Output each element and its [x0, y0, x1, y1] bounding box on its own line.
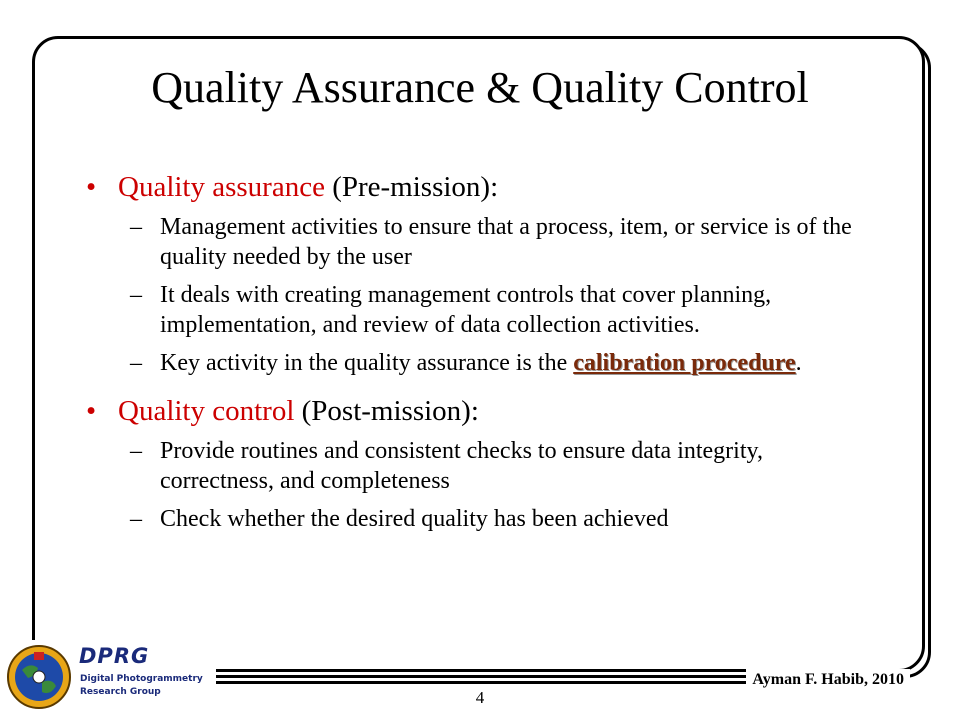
- slide-title: Quality Assurance & Quality Control: [151, 63, 809, 112]
- sub-bullet-text: It deals with creating management controls that cover planning, implementation, and review of data collection activities.: [160, 282, 772, 338]
- sub-bullet-text: Provide routines and consistent checks to ensure data integrity, correctness, and completeness: [160, 438, 763, 494]
- bullet-marker: •: [86, 171, 97, 203]
- emphasis-calibration-procedure: calibration procedure: [573, 350, 796, 376]
- dash-marker: –: [130, 438, 142, 464]
- bullet-label: Quality control: [118, 395, 295, 427]
- dash-marker: –: [130, 282, 142, 308]
- bullet-label: Quality assurance: [118, 171, 325, 203]
- dash-marker: –: [130, 214, 142, 240]
- bullet-list: [86, 168, 876, 542]
- dprg-logo: [6, 640, 216, 710]
- sub-bullet-text: Management activities to ensure that a process, item, or service is of the quality needed by the user: [160, 214, 852, 270]
- logo-acronym: DPRG: [79, 644, 150, 668]
- sub-bullet: [86, 212, 876, 272]
- logo-line-2: Research Group: [80, 687, 161, 697]
- sub-bullet-text: Key activity in the quality assurance is the: [160, 350, 574, 376]
- sub-bullet: [86, 504, 876, 534]
- page-number: 4: [475, 688, 485, 707]
- sub-bullet-text: Check whether the desired quality has been achieved: [160, 506, 669, 532]
- author-credit: Ayman F. Habib, 2010: [746, 669, 910, 691]
- sub-bullet: [86, 348, 876, 378]
- logo-line-1: Digital Photogrammetry: [80, 674, 203, 684]
- bullet-marker: •: [86, 395, 97, 427]
- sub-bullet: [86, 280, 876, 340]
- bullet-suffix: (Post-mission):: [294, 395, 479, 427]
- bullet-suffix: (Pre-mission):: [324, 171, 499, 203]
- bullet-quality-assurance: [86, 168, 876, 206]
- globe-logo-icon: [6, 644, 72, 710]
- bullet-quality-control: [86, 392, 876, 430]
- sub-bullet: [86, 436, 876, 496]
- sub-bullet-end: .: [795, 350, 802, 376]
- dash-marker: –: [130, 506, 142, 532]
- dash-marker: –: [130, 350, 142, 376]
